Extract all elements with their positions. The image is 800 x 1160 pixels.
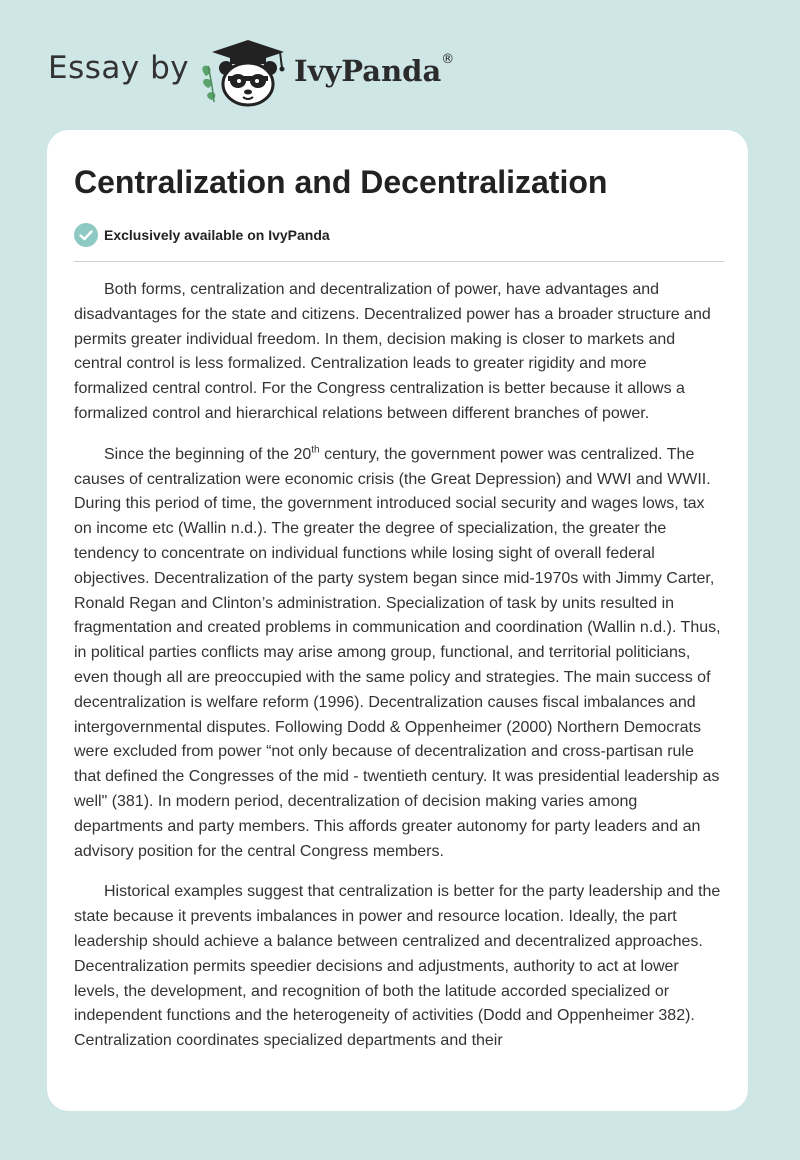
paragraph-2-rest: century, the government power was centralized. The causes of centralization were economic crisis (the Great Depression) and WWI and WWII. During this period of time, the government introduced social security and wages lows, tax on income etc (Wallin n.d.). The greater the degree of specialization, the greater the tendency to concentrate on individual functions while losing sight of overall federal objectives. Decentralization of the party system began since mid-1970s with Jimmy Carter, Ronald Regan and Clinton’s administration. Specialization of task by units resulted in fragmentation and created problems in communication and coordination (Wallin n.d.). Thus, in political parties conflicts may arise among group, functional, and territorial politicians, even though all are preoccupied with the same policy and strategies. The main success of decentralization is welfare reform (1996). Decentralization causes fiscal imbalances and intergovernmental disputes. Following Dodd & Oppenheimer (2000) Northern Democrats were excluded from power “not only because of decentralization and cross-partisan rule that defined the Congresses of the mid - twentieth century. It was presidential leadership as well" (381). In modern period, decentralization of decision making varies among departments and party members. This affords greater autonomy for party leaders and an advisory position for the central Congress members. — [74, 445, 721, 860]
site-header — [0, 0, 800, 130]
exclusive-badge — [74, 223, 330, 247]
superscript-th: th — [311, 444, 320, 456]
brand-text: IvyPanda — [294, 54, 442, 88]
ivypanda-logo-icon[interactable] — [198, 36, 290, 108]
essay-card — [47, 130, 748, 1111]
page-title: Centralization and Decentralization — [74, 164, 608, 200]
paragraph-2 — [74, 443, 724, 865]
check-circle-icon — [74, 223, 98, 247]
brand-name[interactable] — [294, 54, 454, 88]
paragraph-1: Both forms, centralization and decentralization of power, have advantages and disadvantages for the state and citizens. Decentralized power has a broader structure and permits greater individual freedom. In them, decision making is closer to markets and central control is less formalized. Centralization leads to greater rigidity and more formalized central control. For the Congress centralization is better because it allows a formalized control and hierarchical relations between different branches of power. — [74, 281, 711, 422]
paragraph-2-start: Since the beginning of the 20 — [104, 445, 312, 463]
paragraph-3: Historical examples suggest that centralization is better for the party leadership and the state because it prevents imbalances in power and resource location. Ideally, the part leadership should achieve a balance between centralized and decentralized approaches. Decentralization permits speedier decisions and adjustments, authority to act at lower levels, the development, and recognition of both the latitude accorded specialized or independent functions and the heterogeneity of activities (Dodd and Oppenheimer 382). Centralization coordinates specialized departments and their — [74, 883, 721, 1050]
essay-by-label: Essay by — [48, 50, 190, 86]
exclusive-label: Exclusively available on IvyPanda — [104, 227, 330, 243]
trademark-symbol: ® — [441, 52, 455, 67]
divider — [74, 261, 724, 262]
essay-body — [74, 278, 724, 1070]
